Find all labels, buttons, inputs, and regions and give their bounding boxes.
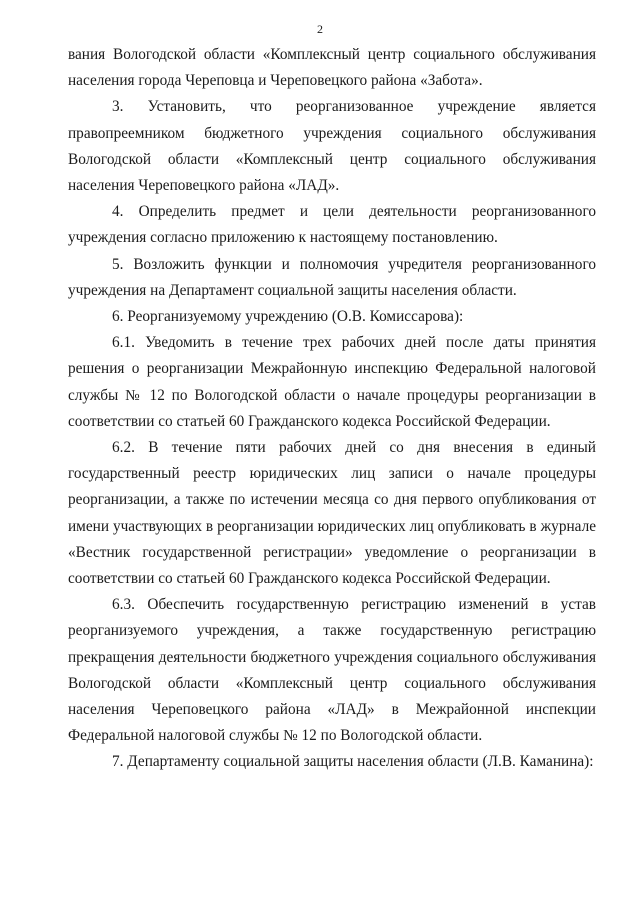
document-body [68,42,596,776]
page-number: 2 [317,22,323,36]
paragraph-item-3: 3. Установить, что реорганизованное учреждение является правопреемником бюджетного учреждения социального обслуживания Вологодской области «Комплексный центр социального обслуживания населения Череповецкого района «ЛАД». [68,98,596,195]
paragraph-continuation: вания Вологодской области «Комплексный центр социального обслуживания населения города Череповца и Череповецкого района «Забота». [68,46,596,90]
paragraph-item-6: 6. Реорганизуемому учреждению (О.В. Комиссарова): [112,308,464,326]
paragraph-item-6-1: 6.1. Уведомить в течение трех рабочих дней после даты принятия решения о реорганизации Межрайонную инспекцию Федеральной налоговой службы № 12 по Вологодской области о начале процедуры реорганизации в соответствии со статьей 60 Гражданского кодекса Российской Федерации. [68,334,596,430]
paragraph-item-6-3: 6.3. Обеспечить государственную регистрацию изменений в устав реорганизуемого учреждения, а также государственную регистрацию прекращения деятельности бюджетного учреждения социального обслуживания Вологодской области «Комплексный центр социального обслуживания населения Череповецкого района «ЛАД» в Межрайонной инспекции Федеральной налоговой службы № 12 по Вологодской области. [68,596,596,745]
paragraph-item-7: 7. Департаменту социальной защиты населения области (Л.В. Каманина): [112,753,594,771]
paragraph-item-4: 4. Определить предмет и цели деятельности реорганизованного учреждения согласно приложению к настоящему постановлению. [68,203,596,247]
paragraph-item-5: 5. Возложить функции и полномочия учредителя реорганизованного учреждения на Департамент социальной защиты населения области. [68,255,596,299]
paragraph-item-6-2: 6.2. В течение пяти рабочих дней со дня внесения в единый государственный реестр юридических лиц записи о начале процедуры реорганизации, а также по истечении месяца со дня первого опубликования от имени участвующих в реорганизации юридических лиц опубликовать в журнале «Вестник государственной регистрации» уведомление о реорганизации в соответствии со статьей 60 Гражданского кодекса Российской Федерации. [68,439,596,588]
